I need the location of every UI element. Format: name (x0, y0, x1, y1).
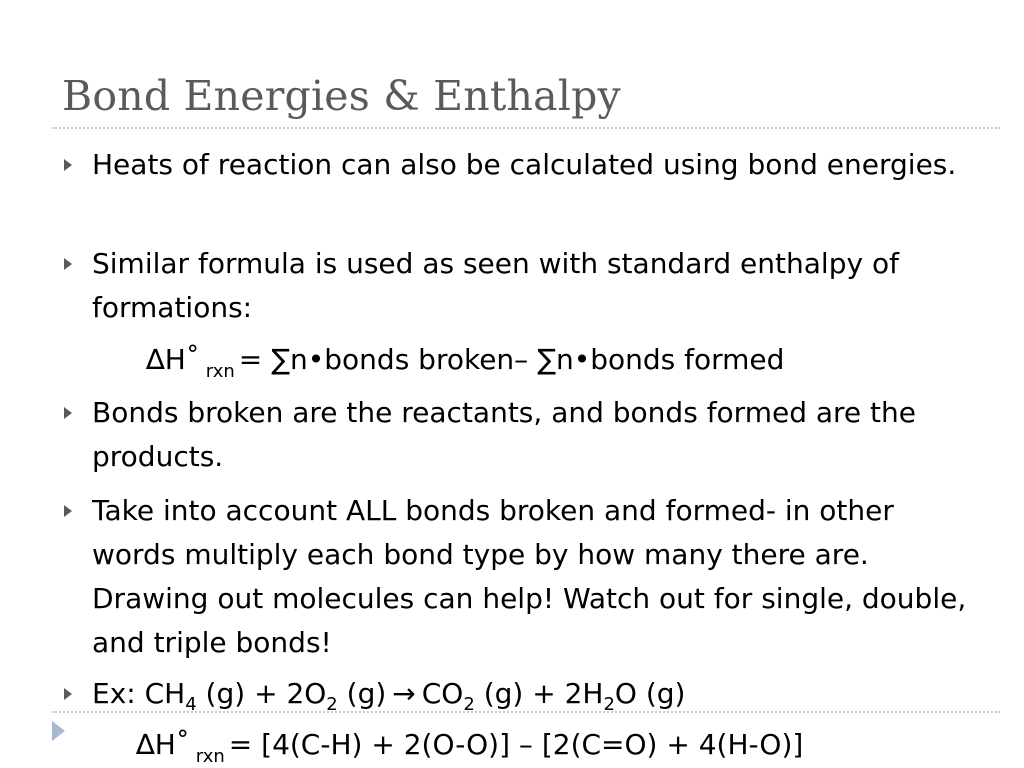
rxn-subscript: rxn (205, 361, 235, 382)
bullet-text-3: Bonds broken are the reactants, and bonds formed are the products. (92, 396, 917, 473)
title-divider (52, 127, 1000, 129)
slide-title: Bond Energies & Enthalpy (62, 72, 621, 120)
corner-triangle-icon (52, 721, 65, 741)
subscript: 2 (463, 694, 475, 715)
footer-divider (52, 711, 1000, 713)
formula-rhs: = ∑n•bonds broken– ∑n•bonds formed (238, 343, 785, 376)
example-text: Ex: CH (92, 677, 186, 710)
example-enthalpy-formula (136, 727, 803, 767)
delta-h-symbol: ∆H˚ (146, 343, 200, 376)
example-reaction (92, 676, 685, 716)
example-text: (g) + 2O (196, 677, 327, 710)
example-text: (g) + 2H (474, 677, 604, 710)
bullet-arrow-icon (64, 505, 72, 517)
formula-rhs: = [4(C-H) + 2(O-O)] – [2(C=O) + 4(H-O)] (228, 728, 804, 761)
bullet-arrow-icon (64, 688, 72, 700)
bullet-arrow-icon (64, 258, 72, 270)
delta-h-symbol: ∆H˚ (136, 728, 190, 761)
rxn-subscript: rxn (195, 746, 225, 767)
enthalpy-formula (146, 342, 784, 382)
bullet-text-1: Heats of reaction can also be calculated using bond energies. (92, 148, 957, 181)
example-text: O (g) (614, 677, 686, 710)
subscript: 2 (603, 694, 615, 715)
bullet-arrow-icon (64, 159, 72, 171)
subscript: 4 (185, 694, 197, 715)
example-text: (g) (337, 677, 387, 710)
subscript: 2 (326, 694, 338, 715)
bullet-arrow-icon (64, 407, 72, 419)
example-text: CO (421, 677, 464, 710)
bullet-text-4: Take into account ALL bonds broken and formed- in other words multiply each bond type by how many there are. Drawing out molecules can help! Watch out for single, double, and triple bonds! (92, 494, 967, 659)
right-arrow-icon: → (392, 677, 416, 710)
bullet-text-2: Similar formula is used as seen with standard enthalpy of formations: (92, 247, 899, 324)
